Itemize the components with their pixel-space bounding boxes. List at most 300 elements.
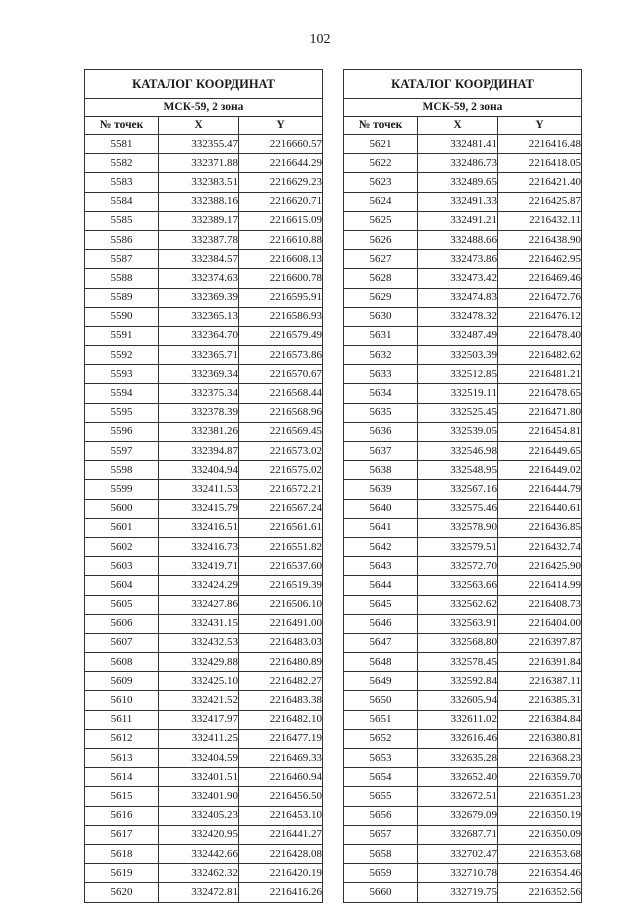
column-header-y: Y: [239, 117, 323, 135]
table-row: [85, 672, 323, 691]
point-number-cell: 5610: [85, 691, 159, 710]
x-coordinate-cell: 332365.71: [159, 346, 239, 365]
point-number-cell: 5629: [344, 288, 418, 307]
y-coordinate-cell: 2216567.24: [239, 499, 323, 518]
x-coordinate-cell: 332411.53: [159, 480, 239, 499]
y-coordinate-cell: 2216579.49: [239, 326, 323, 345]
table-row: [85, 787, 323, 806]
y-coordinate-cell: 2216644.29: [239, 154, 323, 173]
y-coordinate-cell: 2216629.23: [239, 173, 323, 192]
table-row: [344, 326, 582, 345]
y-coordinate-cell: 2216491.00: [239, 614, 323, 633]
point-number-cell: 5606: [85, 614, 159, 633]
y-coordinate-cell: 2216519.39: [239, 576, 323, 595]
y-coordinate-cell: 2216432.11: [498, 211, 582, 230]
table-row: [344, 768, 582, 787]
x-coordinate-cell: 332369.34: [159, 365, 239, 384]
point-number-cell: 5653: [344, 749, 418, 768]
y-coordinate-cell: 2216569.45: [239, 422, 323, 441]
point-number-cell: 5593: [85, 365, 159, 384]
x-coordinate-cell: 332539.05: [418, 422, 498, 441]
point-number-cell: 5607: [85, 633, 159, 652]
x-coordinate-cell: 332578.90: [418, 518, 498, 537]
table-row: [344, 499, 582, 518]
x-coordinate-cell: 332401.90: [159, 787, 239, 806]
x-coordinate-cell: 332383.51: [159, 173, 239, 192]
point-number-cell: 5584: [85, 192, 159, 211]
x-coordinate-cell: 332687.71: [418, 825, 498, 844]
y-coordinate-cell: 2216469.33: [239, 749, 323, 768]
x-coordinate-cell: 332405.23: [159, 806, 239, 825]
point-number-cell: 5651: [344, 710, 418, 729]
table-row: [85, 768, 323, 787]
y-coordinate-cell: 2216421.40: [498, 173, 582, 192]
table-row: [85, 403, 323, 422]
point-number-cell: 5604: [85, 576, 159, 595]
point-number-cell: 5627: [344, 250, 418, 269]
catalog-title: КАТАЛОГ КООРДИНАТ: [344, 70, 582, 99]
x-coordinate-cell: 332425.10: [159, 672, 239, 691]
point-number-cell: 5614: [85, 768, 159, 787]
y-coordinate-cell: 2216416.48: [498, 135, 582, 154]
point-number-cell: 5621: [344, 135, 418, 154]
table-row: [344, 211, 582, 230]
point-number-cell: 5602: [85, 537, 159, 556]
table-row: [344, 864, 582, 883]
y-coordinate-cell: 2216572.21: [239, 480, 323, 499]
table-row: [344, 653, 582, 672]
table-row: [85, 288, 323, 307]
table-row: [344, 403, 582, 422]
column-header-y: Y: [498, 117, 582, 135]
x-coordinate-cell: 332355.47: [159, 135, 239, 154]
point-number-cell: 5616: [85, 806, 159, 825]
point-number-cell: 5638: [344, 461, 418, 480]
x-coordinate-cell: 332563.91: [418, 614, 498, 633]
point-number-cell: 5625: [344, 211, 418, 230]
x-coordinate-cell: 332411.25: [159, 729, 239, 748]
point-number-cell: 5640: [344, 499, 418, 518]
x-coordinate-cell: 332635.28: [418, 749, 498, 768]
x-coordinate-cell: 332652.40: [418, 768, 498, 787]
table-row: [344, 192, 582, 211]
point-number-cell: 5636: [344, 422, 418, 441]
page-number: 102: [309, 32, 331, 47]
y-coordinate-cell: 2216573.02: [239, 442, 323, 461]
table-row: [85, 461, 323, 480]
point-number-cell: 5600: [85, 499, 159, 518]
y-coordinate-cell: 2216368.23: [498, 749, 582, 768]
y-coordinate-cell: 2216438.90: [498, 230, 582, 249]
point-number-cell: 5635: [344, 403, 418, 422]
x-coordinate-cell: 332488.66: [418, 230, 498, 249]
x-coordinate-cell: 332424.29: [159, 576, 239, 595]
table-row: [344, 135, 582, 154]
y-coordinate-cell: 2216449.65: [498, 442, 582, 461]
catalog-title: КАТАЛОГ КООРДИНАТ: [85, 70, 323, 99]
table-row: [85, 844, 323, 863]
x-coordinate-cell: 332563.66: [418, 576, 498, 595]
x-coordinate-cell: 332416.51: [159, 518, 239, 537]
table-row: [85, 154, 323, 173]
x-coordinate-cell: 332478.32: [418, 307, 498, 326]
y-coordinate-cell: 2216387.11: [498, 672, 582, 691]
table-row: [344, 480, 582, 499]
table-row: [344, 595, 582, 614]
y-coordinate-cell: 2216441.27: [239, 825, 323, 844]
table-row: [344, 346, 582, 365]
table-row: [344, 633, 582, 652]
table-row: [344, 557, 582, 576]
x-coordinate-cell: 332489.65: [418, 173, 498, 192]
y-coordinate-cell: 2216660.57: [239, 135, 323, 154]
x-coordinate-cell: 332394.87: [159, 442, 239, 461]
table-row: [344, 729, 582, 748]
x-coordinate-cell: 332419.71: [159, 557, 239, 576]
point-number-cell: 5594: [85, 384, 159, 403]
y-coordinate-cell: 2216462.95: [498, 250, 582, 269]
x-coordinate-cell: 332388.16: [159, 192, 239, 211]
x-coordinate-cell: 332486.73: [418, 154, 498, 173]
y-coordinate-cell: 2216353.68: [498, 844, 582, 863]
table-row: [344, 672, 582, 691]
table-row: [85, 326, 323, 345]
x-coordinate-cell: 332546.98: [418, 442, 498, 461]
point-number-cell: 5587: [85, 250, 159, 269]
x-coordinate-cell: 332427.86: [159, 595, 239, 614]
table-row: [85, 365, 323, 384]
table-row: [85, 192, 323, 211]
y-coordinate-cell: 2216414.99: [498, 576, 582, 595]
y-coordinate-cell: 2216561.61: [239, 518, 323, 537]
table-row: [85, 480, 323, 499]
point-number-cell: 5609: [85, 672, 159, 691]
table-row: [85, 633, 323, 652]
x-coordinate-cell: 332401.51: [159, 768, 239, 787]
table-row: [85, 518, 323, 537]
table-row: [344, 749, 582, 768]
y-coordinate-cell: 2216418.05: [498, 154, 582, 173]
table-row: [85, 537, 323, 556]
point-number-cell: 5595: [85, 403, 159, 422]
table-row: [85, 346, 323, 365]
x-coordinate-cell: 332381.26: [159, 422, 239, 441]
point-number-cell: 5648: [344, 653, 418, 672]
y-coordinate-cell: 2216471.80: [498, 403, 582, 422]
point-number-cell: 5599: [85, 480, 159, 499]
column-header-point-number: № точек: [344, 117, 418, 135]
y-coordinate-cell: 2216608.13: [239, 250, 323, 269]
point-number-cell: 5615: [85, 787, 159, 806]
y-coordinate-cell: 2216359.70: [498, 768, 582, 787]
y-coordinate-cell: 2216586.93: [239, 307, 323, 326]
y-coordinate-cell: 2216482.62: [498, 346, 582, 365]
y-coordinate-cell: 2216444.79: [498, 480, 582, 499]
x-coordinate-cell: 332364.70: [159, 326, 239, 345]
y-coordinate-cell: 2216425.87: [498, 192, 582, 211]
table-row: [344, 230, 582, 249]
table-row: [85, 269, 323, 288]
point-number-cell: 5596: [85, 422, 159, 441]
point-number-cell: 5631: [344, 326, 418, 345]
table-row: [344, 442, 582, 461]
point-number-cell: 5603: [85, 557, 159, 576]
point-number-cell: 5590: [85, 307, 159, 326]
table-row: [344, 787, 582, 806]
table-row: [85, 499, 323, 518]
y-coordinate-cell: 2216350.19: [498, 806, 582, 825]
table-row: [344, 365, 582, 384]
x-coordinate-cell: 332481.41: [418, 135, 498, 154]
x-coordinate-cell: 332567.16: [418, 480, 498, 499]
point-number-cell: 5585: [85, 211, 159, 230]
y-coordinate-cell: 2216483.03: [239, 633, 323, 652]
point-number-cell: 5656: [344, 806, 418, 825]
point-number-cell: 5591: [85, 326, 159, 345]
y-coordinate-cell: 2216380.81: [498, 729, 582, 748]
table-row: [344, 269, 582, 288]
point-number-cell: 5608: [85, 653, 159, 672]
x-coordinate-cell: 332421.52: [159, 691, 239, 710]
table-row: [85, 595, 323, 614]
table-row: [344, 576, 582, 595]
y-coordinate-cell: 2216425.90: [498, 557, 582, 576]
table-row: [85, 442, 323, 461]
table-row: [85, 230, 323, 249]
y-coordinate-cell: 2216472.76: [498, 288, 582, 307]
y-coordinate-cell: 2216482.10: [239, 710, 323, 729]
point-number-cell: 5622: [344, 154, 418, 173]
point-number-cell: 5633: [344, 365, 418, 384]
table-row: [85, 710, 323, 729]
y-coordinate-cell: 2216568.96: [239, 403, 323, 422]
y-coordinate-cell: 2216478.65: [498, 384, 582, 403]
y-coordinate-cell: 2216350.09: [498, 825, 582, 844]
x-coordinate-cell: 332568.80: [418, 633, 498, 652]
point-number-cell: 5592: [85, 346, 159, 365]
table-row: [344, 710, 582, 729]
point-number-cell: 5647: [344, 633, 418, 652]
table-row: [344, 614, 582, 633]
x-coordinate-cell: 332417.97: [159, 710, 239, 729]
point-number-cell: 5642: [344, 537, 418, 556]
y-coordinate-cell: 2216568.44: [239, 384, 323, 403]
table-row: [85, 307, 323, 326]
table-row: [85, 883, 323, 902]
x-coordinate-cell: 332415.79: [159, 499, 239, 518]
point-number-cell: 5639: [344, 480, 418, 499]
table-row: [344, 422, 582, 441]
column-header-point-number: № точек: [85, 117, 159, 135]
y-coordinate-cell: 2216420.19: [239, 864, 323, 883]
point-number-cell: 5628: [344, 269, 418, 288]
point-number-cell: 5617: [85, 825, 159, 844]
point-number-cell: 5643: [344, 557, 418, 576]
x-coordinate-cell: 332679.09: [418, 806, 498, 825]
table-row: [85, 749, 323, 768]
point-number-cell: 5634: [344, 384, 418, 403]
x-coordinate-cell: 332575.46: [418, 499, 498, 518]
point-number-cell: 5646: [344, 614, 418, 633]
y-coordinate-cell: 2216408.73: [498, 595, 582, 614]
x-coordinate-cell: 332548.95: [418, 461, 498, 480]
y-coordinate-cell: 2216384.84: [498, 710, 582, 729]
table-row: [344, 461, 582, 480]
column-header-x: X: [418, 117, 498, 135]
x-coordinate-cell: 332442.66: [159, 844, 239, 863]
table-row: [85, 422, 323, 441]
x-coordinate-cell: 332473.42: [418, 269, 498, 288]
table-row: [85, 173, 323, 192]
point-number-cell: 5626: [344, 230, 418, 249]
x-coordinate-cell: 332578.45: [418, 653, 498, 672]
point-number-cell: 5583: [85, 173, 159, 192]
y-coordinate-cell: 2216391.84: [498, 653, 582, 672]
x-coordinate-cell: 332387.78: [159, 230, 239, 249]
x-coordinate-cell: 332579.51: [418, 537, 498, 556]
table-row: [85, 250, 323, 269]
table-row: [344, 154, 582, 173]
table-row: [85, 576, 323, 595]
table-row: [344, 307, 582, 326]
y-coordinate-cell: 2216537.60: [239, 557, 323, 576]
y-coordinate-cell: 2216354.46: [498, 864, 582, 883]
x-coordinate-cell: 332378.39: [159, 403, 239, 422]
y-coordinate-cell: 2216460.94: [239, 768, 323, 787]
x-coordinate-cell: 332375.34: [159, 384, 239, 403]
point-number-cell: 5601: [85, 518, 159, 537]
point-number-cell: 5586: [85, 230, 159, 249]
x-coordinate-cell: 332572.70: [418, 557, 498, 576]
x-coordinate-cell: 332473.86: [418, 250, 498, 269]
column-header-x: X: [159, 117, 239, 135]
table-row: [85, 614, 323, 633]
y-coordinate-cell: 2216397.87: [498, 633, 582, 652]
catalog-body: [85, 135, 323, 903]
catalog-zone: МСК-59, 2 зона: [344, 99, 582, 117]
x-coordinate-cell: 332491.21: [418, 211, 498, 230]
x-coordinate-cell: 332404.94: [159, 461, 239, 480]
table-row: [344, 844, 582, 863]
table-row: [344, 537, 582, 556]
x-coordinate-cell: 332474.83: [418, 288, 498, 307]
table-row: [344, 691, 582, 710]
x-coordinate-cell: 332431.15: [159, 614, 239, 633]
point-number-cell: 5630: [344, 307, 418, 326]
x-coordinate-cell: 332525.45: [418, 403, 498, 422]
point-number-cell: 5658: [344, 844, 418, 863]
catalog-body: [344, 135, 582, 903]
x-coordinate-cell: 332503.39: [418, 346, 498, 365]
x-coordinate-cell: 332616.46: [418, 729, 498, 748]
y-coordinate-cell: 2216469.46: [498, 269, 582, 288]
table-row: [85, 864, 323, 883]
point-number-cell: 5632: [344, 346, 418, 365]
table-row: [85, 806, 323, 825]
table-row: [344, 384, 582, 403]
y-coordinate-cell: 2216615.09: [239, 211, 323, 230]
point-number-cell: 5644: [344, 576, 418, 595]
table-row: [85, 729, 323, 748]
y-coordinate-cell: 2216476.12: [498, 307, 582, 326]
point-number-cell: 5597: [85, 442, 159, 461]
table-row: [344, 518, 582, 537]
x-coordinate-cell: 332672.51: [418, 787, 498, 806]
y-coordinate-cell: 2216416.26: [239, 883, 323, 902]
x-coordinate-cell: 332429.88: [159, 653, 239, 672]
table-row: [344, 173, 582, 192]
x-coordinate-cell: 332562.62: [418, 595, 498, 614]
table-row: [344, 825, 582, 844]
x-coordinate-cell: 332491.33: [418, 192, 498, 211]
y-coordinate-cell: 2216352.56: [498, 883, 582, 902]
x-coordinate-cell: 332487.49: [418, 326, 498, 345]
x-coordinate-cell: 332611.02: [418, 710, 498, 729]
point-number-cell: 5654: [344, 768, 418, 787]
point-number-cell: 5581: [85, 135, 159, 154]
y-coordinate-cell: 2216478.40: [498, 326, 582, 345]
x-coordinate-cell: 332369.39: [159, 288, 239, 307]
x-coordinate-cell: 332719.75: [418, 883, 498, 902]
point-number-cell: 5650: [344, 691, 418, 710]
y-coordinate-cell: 2216477.19: [239, 729, 323, 748]
point-number-cell: 5624: [344, 192, 418, 211]
x-coordinate-cell: 332416.73: [159, 537, 239, 556]
y-coordinate-cell: 2216428.08: [239, 844, 323, 863]
point-number-cell: 5613: [85, 749, 159, 768]
x-coordinate-cell: 332472.81: [159, 883, 239, 902]
x-coordinate-cell: 332389.17: [159, 211, 239, 230]
x-coordinate-cell: 332371.88: [159, 154, 239, 173]
y-coordinate-cell: 2216436.85: [498, 518, 582, 537]
y-coordinate-cell: 2216454.81: [498, 422, 582, 441]
point-number-cell: 5659: [344, 864, 418, 883]
x-coordinate-cell: 332702.47: [418, 844, 498, 863]
x-coordinate-cell: 332404.59: [159, 749, 239, 768]
table-row: [85, 825, 323, 844]
table-row: [344, 288, 582, 307]
y-coordinate-cell: 2216600.78: [239, 269, 323, 288]
x-coordinate-cell: 332710.78: [418, 864, 498, 883]
point-number-cell: 5641: [344, 518, 418, 537]
point-number-cell: 5611: [85, 710, 159, 729]
catalog-zone: МСК-59, 2 зона: [85, 99, 323, 117]
point-number-cell: 5652: [344, 729, 418, 748]
x-coordinate-cell: 332462.32: [159, 864, 239, 883]
y-coordinate-cell: 2216480.89: [239, 653, 323, 672]
x-coordinate-cell: 332365.13: [159, 307, 239, 326]
point-number-cell: 5612: [85, 729, 159, 748]
coordinate-catalog-left: [84, 69, 323, 903]
point-number-cell: 5618: [85, 844, 159, 863]
y-coordinate-cell: 2216483.38: [239, 691, 323, 710]
y-coordinate-cell: 2216620.71: [239, 192, 323, 211]
y-coordinate-cell: 2216385.31: [498, 691, 582, 710]
point-number-cell: 5655: [344, 787, 418, 806]
x-coordinate-cell: 332605.94: [418, 691, 498, 710]
table-row: [85, 653, 323, 672]
x-coordinate-cell: 332512.85: [418, 365, 498, 384]
y-coordinate-cell: 2216351.23: [498, 787, 582, 806]
table-row: [85, 691, 323, 710]
y-coordinate-cell: 2216432.74: [498, 537, 582, 556]
table-row: [85, 211, 323, 230]
point-number-cell: 5588: [85, 269, 159, 288]
table-row: [85, 384, 323, 403]
y-coordinate-cell: 2216481.21: [498, 365, 582, 384]
x-coordinate-cell: 332420.95: [159, 825, 239, 844]
y-coordinate-cell: 2216449.02: [498, 461, 582, 480]
